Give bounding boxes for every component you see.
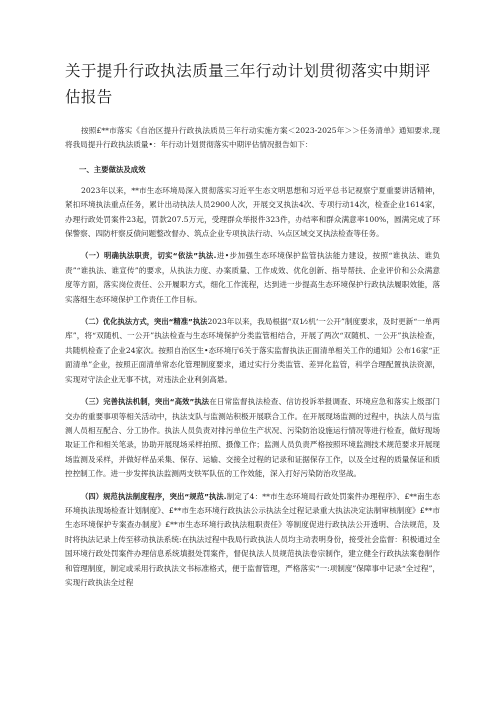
item-paragraph-4 xyxy=(65,490,440,591)
item-paragraph-2 xyxy=(65,315,440,387)
section-heading: 一、主要做法及成效 xyxy=(79,164,146,174)
item-text-4: 制定了4：**市生态环境局行政处罚案件办理程序》、£**南生态环境执法现场检查计划制度》、£**市生态环境行政执法公示执法全过程记录重大执法决定法制审核制度》£**市生态环境保护专案查办制度》£**市生态环境行政执法粗职责任》等制度促进行政执法公开透明、合法规范，及时将执法记录上传至移动执法系统:在执法过程中我局行政执法人员均主动表明身份，接受社会监督：积极通过全国环境行政处罚案件办理信息系统填报处罚案件，督促执法人员规范执法卷宗制作，建立健全行政执法案卷制作和管理制度，制定或采用行政执法文书标准格式，便于监督管理，严格落实“一:项制度”保障事中记录“全过程”，实现行政执法全过程 xyxy=(65,491,440,587)
item-lead-3: （三）完善执法机制，突出“高效”执法 xyxy=(81,397,210,407)
item-paragraph-3 xyxy=(65,395,440,481)
item-paragraph-1 xyxy=(65,249,440,307)
item-lead-4: （四）规范执法制度程序，突出“规范”执法. xyxy=(81,491,227,501)
item-lead-2: （二）优化执法方式，突出“精准”执法 xyxy=(81,317,208,327)
item-text-1: 进•步加强生态环境保护监管执法能力建设，按照“谁执法、谁负责”“谁执法、谁宣传”的要求，从执法力度、办案质量、工作成效、优化创新、指导帮扶、企业评价和公众满意度等方面，落实岗位责任、公开履职方式，细化工作流程，达到进一步提高生态环境保护行政执法履职效能，落实落细生态环境保护工作责任工作目标。 xyxy=(65,251,440,304)
overview-paragraph: 2023年以来，**市生态环境局深入贯彻落实习近平生态文明思想和习近平总书记视察宁夏重要讲话精神，紧扣环境执法重点任务，累计出动执法人员2900人次，开展交叉执法4次、专项行动14次，检查企业1614家，办理行政处罚案件23起，罚款207.5万元，受理群众举报件323件，办结率和群众满意率100%，圆满完成了环保警察、四防杆察反债问题整改督办、筑点企业专项执法行动、¼点区域交叉执法检查等任务。 xyxy=(65,185,440,239)
document-title: 关于提升行政执法质量三年行动计划贯彻落实中期评估报告 xyxy=(65,62,431,106)
item-lead-1: （一）明确执法职责，切实“依法”执法. xyxy=(81,251,217,261)
item-text-2: 2023年以来，我局根据“双1⁄₂机‘一公开”制度要求，及时更新“一单两库”，将“双随机、一公开”执法检查与生态环境保护分类监管相结合，开展了两次“双随机、一公开”执法检查，共随机检查了企业24家次。按照自治区生•态环境厅6关于落实监督执法正面清单相关工作的通知》公布16家“正面清单”企业，按照正面清单常态化管理制度要求，通过实行分类监管、差异化监管，科学合理配置执法资源，实现对守法企业无事不扰，对违法企业利剑高悬。 xyxy=(65,317,440,384)
item-text-3: 在日常监督执法检查、信访投诉举报调查、环境应急和落实上级部门交办的重要事项等相关活动中，执法支队与监测站积极开展联合工作。在开展现场监测的过程中，执法人员与监测人员相互配合、分工协作。执法人员负责对排污单位生产状况、污染防治设施运行情况等进行检查，做好现场取证工作和相关笔录，协助开展现场采样拍照、摄像工作；监测人员负责严格按照环境监测技术规范要求开展现场监测及采样，并做好样品采集、保存、运输、交接全过程的记录和证据保存工作，以及全过程的质量保证和质控控制工作。进一步发挥执法监测两支铁军队伍的工作效能，深入打好污染防治攻坚战。 xyxy=(65,397,441,479)
intro-paragraph: 按照£**市落实《自治区提升行政执法质员三年行动实施方案＜2023-2025年＞＞任务清单》通知要求,现将我局提升行政执法质量•：年行动计划贯彻落实中期评估情况报告如下： xyxy=(65,126,440,150)
